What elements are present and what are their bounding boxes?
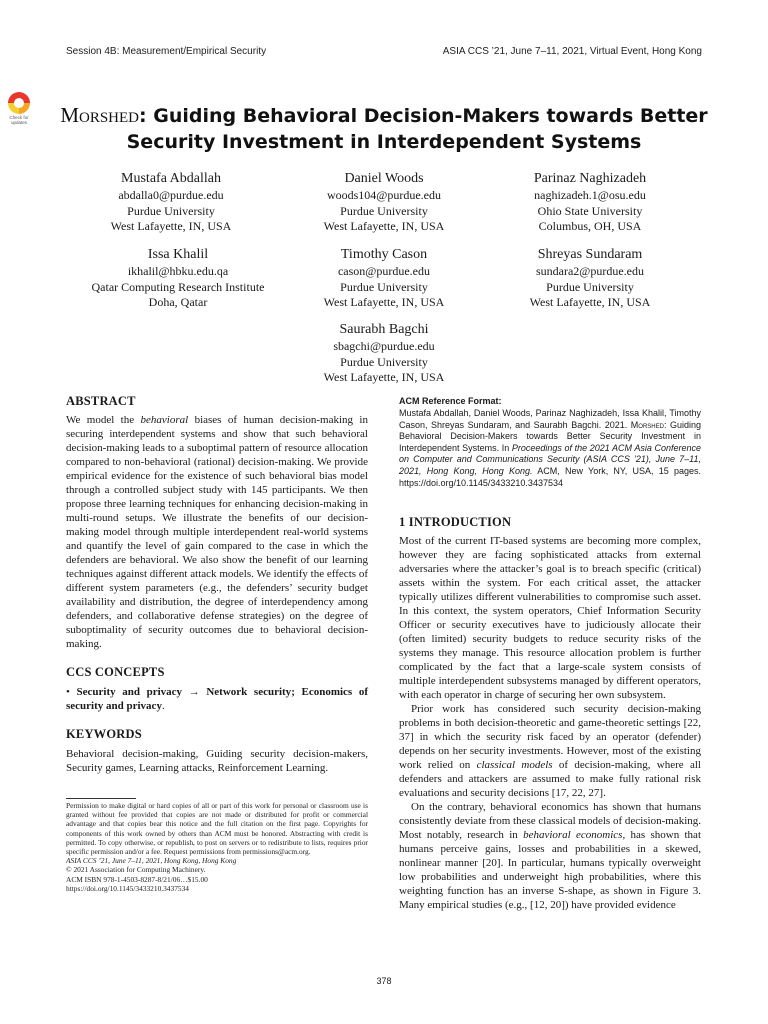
author-email: sundara2@purdue.edu xyxy=(535,264,645,278)
footnote-rule xyxy=(66,798,136,799)
abstract-heading: ABSTRACT xyxy=(66,394,136,408)
author-block xyxy=(269,321,499,386)
author-email: sbagchi@purdue.edu xyxy=(333,339,435,353)
author-name: Shreyas Sundaram xyxy=(537,247,643,262)
author-affiliation: Qatar Computing Research Institute xyxy=(91,279,265,294)
author-email: cason@purdue.edu xyxy=(337,264,431,278)
left-column xyxy=(66,394,368,775)
title-line2: Security Investment in Interdependent Systems xyxy=(126,131,642,153)
author-affiliation: Purdue University xyxy=(127,203,215,218)
author-name: Timothy Cason xyxy=(340,247,428,262)
running-header-left: Session 4B: Measurement/Empirical Security xyxy=(66,46,267,57)
title-line1: : Guiding Behavioral Decision-Makers towards Better xyxy=(139,105,708,127)
acm-reference-text: Mustafa Abdallah, Daniel Woods, Parinaz Naghizadeh, Issa Khalil, Timothy Cason, Shreyas Sundaram, and Saurabh Bagchi. 2021. Morshed: Guiding Behavioral Decision-Makers towards Better Security Investment in Interdependent Systems. In Proceedings of the 2021 ACM Asia Conference on Computer and Communications Security (ASIA CCS ’21), June 7–11, 2021, Hong Kong, Hong Kong. ACM, New York, NY, USA, 15 pages. https://doi.org/10.1145/3433210.3437534 xyxy=(399,408,701,488)
author-location: West Lafayette, IN, USA xyxy=(323,219,445,233)
intro-paragraph-2: Prior work has considered such security decision-making problems in both decision-theoretic and game-theoretic settings [22, 37] in which the security risk faced by an operator (defender) depends on her security investments. However, most of the existing work relied on classical models of decision-making, where all defenders and attackers are assumed to make fully rational risk evaluations and security decisions [17, 22, 27]. xyxy=(399,703,701,800)
author-block xyxy=(56,170,286,235)
author-location: West Lafayette, IN, USA xyxy=(529,295,651,309)
keywords-text: Behavioral decision-making, Guiding security decision-makers, Security games, Learning attacks, Reinforcement Learning. xyxy=(66,748,368,774)
author-affiliation: Purdue University xyxy=(340,354,428,369)
author-block xyxy=(269,170,499,235)
right-column xyxy=(399,396,701,912)
author-email: naghizadeh.1@osu.edu xyxy=(534,188,646,202)
crossmark-icon xyxy=(8,92,30,114)
author-email: abdalla0@purdue.edu xyxy=(118,188,224,202)
permission-text: Permission to make digital or hard copies of all or part of this work for personal or classroom use is granted without fee provided that copies are not made or distributed for profit or commercial advantage and that copies bear this notice and the full citation on the first page. Copyrights for components of this work owned by others than ACM must be honored. Abstracting with credit is permitted. To copy otherwise, or republish, to post on servers or to redistribute to lists, requires prior specific permission and/or a fee. Request permissions from permissions@acm.org. xyxy=(66,801,368,857)
intro-paragraph-3: On the contrary, behavioral economics has shown that humans consistently deviate from these classical models of decision-making. Most notably, research in behavioral economics, has shown that humans perceive gains, losses and probabilities in a skewed, nonlinear manner [20]. In particular, humans typically overweight low probabilities and underweight high probabilities, where this weighting function has an inverse S-shape, as shown in Figure 3. Many empirical studies (e.g., [12, 20]) have provided evidence xyxy=(399,801,701,912)
copyright-line: © 2021 Association for Computing Machinery. xyxy=(66,865,206,875)
author-block xyxy=(269,246,499,311)
acm-reference-heading: ACM Reference Format: xyxy=(399,396,502,406)
badge-label-line1: Check for xyxy=(9,115,29,120)
author-block xyxy=(475,170,705,235)
copyright-notice xyxy=(66,801,368,893)
badge-label-line2: updates xyxy=(10,120,27,125)
author-location: Columbus, OH, USA xyxy=(538,219,642,233)
author-affiliation: Purdue University xyxy=(340,203,428,218)
doi-link[interactable]: https://doi.org/10.1145/3433210.3437534 xyxy=(66,883,189,893)
system-name: Morshed xyxy=(60,103,140,127)
author-block xyxy=(475,246,705,311)
isbn-line: ACM ISBN 978-1-4503-8287-8/21/06…$15.00 xyxy=(66,874,208,884)
introduction-heading: 1 INTRODUCTION xyxy=(399,515,512,530)
author-email: woods104@purdue.edu xyxy=(326,188,442,202)
author-name: Saurabh Bagchi xyxy=(339,322,429,337)
check-for-updates-badge[interactable] xyxy=(4,92,34,128)
author-location: West Lafayette, IN, USA xyxy=(110,219,232,233)
author-location: West Lafayette, IN, USA xyxy=(323,370,445,384)
author-affiliation: Purdue University xyxy=(546,279,634,294)
author-location: West Lafayette, IN, USA xyxy=(323,295,445,309)
author-name: Daniel Woods xyxy=(344,171,424,186)
abstract-text: We model the behavioral biases of human decision-making in securing interdependent systems and show that such behavioral decision-making leads to a suboptimal pattern of resource allocation compared to non-behavioral (rational) decision-making. We provide empirical evidence for the existence of such behavioral bias model through a controlled subject study with 145 participants. We then propose three learning techniques for enhancing decision-making in multi-round setups. We illustrate the benefits of our decision-making model through multiple interdependent real-world systems and quantify the level of gain compared to the case in which the defenders are behavioral. We also show the benefit of our learning techniques against different attack models. We identify the effects of different system parameters (e.g., the defenders’ security budget availability and distribution, the degree of interdependency among defenders, and collaborative defense strategies) on the degree of suboptimality of security outcomes due to behavioral decision-making. xyxy=(66,414,368,650)
keywords-heading: KEYWORDS xyxy=(66,727,142,741)
ccs-concepts-text: • Security and privacy → Network security; Economics of security and privacy. xyxy=(66,686,369,712)
intro-paragraph-1: Most of the current IT-based systems are becoming more complex, however they are facing sophisticated attacks from external adversaries where the attacker’s goal is to breach specific (critical) assets within the system. For each critical asset, the attacker typically utilizes different vulnerabilities to compromise such asset. In this context, the system operators, Chief Information Security Officer or security executives have to judiciously allocate their (often limited) security budgets to reduce security risks of the systems they manage. This resource allocation problem is further complicated by the fact that a large-scale system consists of multiple interdependent subsystems managed by different operators, with each operator in charge of securing her own subsystem. xyxy=(399,535,701,702)
author-name: Issa Khalil xyxy=(147,247,209,262)
author-affiliation: Ohio State University xyxy=(537,203,643,218)
author-location: Doha, Qatar xyxy=(148,295,208,309)
author-block xyxy=(63,246,293,311)
author-affiliation: Purdue University xyxy=(340,279,428,294)
author-name: Mustafa Abdallah xyxy=(121,171,221,186)
paper-title xyxy=(40,102,728,155)
author-email: ikhalil@hbku.edu.qa xyxy=(127,264,229,278)
ccs-heading: CCS CONCEPTS xyxy=(66,665,165,679)
author-name: Parinaz Naghizadeh xyxy=(533,171,647,186)
conference-line: ASIA CCS ’21, June 7–11, 2021, Hong Kong, Hong Kong xyxy=(66,856,237,866)
page-number: 378 xyxy=(376,976,392,986)
running-header-right: ASIA CCS ’21, June 7–11, 2021, Virtual Event, Hong Kong xyxy=(442,46,702,57)
